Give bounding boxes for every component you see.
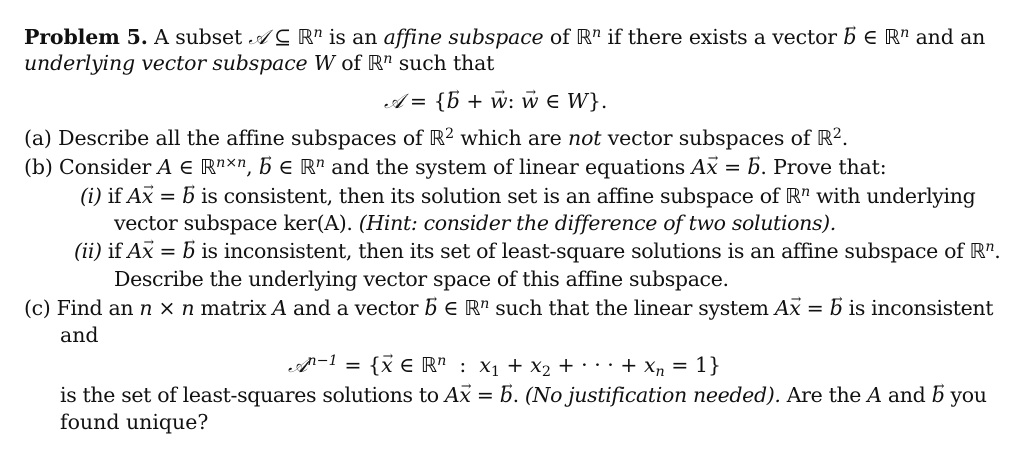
part-a-text-3: vector subspaces of [607, 126, 811, 150]
part-a-text-2: which are [460, 126, 562, 150]
part-b-i-line-2 [114, 210, 836, 236]
math-Rn-i: ℝ$^n$ [785, 183, 810, 208]
math-Ax-eq-b: Ax → = b →. [692, 155, 767, 179]
math-A-c: A [867, 383, 882, 407]
intro-text-6: of [341, 51, 361, 75]
part-b-i-line-1 [80, 183, 975, 209]
part-c-text-9: and [887, 383, 926, 407]
intro-text-1: A subset [154, 25, 243, 49]
math-b-in-Rn-c: b → ∈ ℝ$^n$ [424, 296, 489, 320]
part-c-text-3: and a vector [292, 296, 419, 320]
part-a-not: not [568, 126, 602, 150]
part-c-text-1: Find an [56, 296, 134, 320]
part-c-text-6: and [60, 323, 99, 347]
part-b-i-text-3: with underlying [816, 184, 976, 208]
part-b-ii-line-1 [74, 238, 1000, 264]
math-Ax-eq-b-c2: Ax → = b →. [445, 383, 519, 407]
part-c-text-11: found unique? [60, 410, 209, 434]
math-R2: ℝ$^2$ [428, 125, 454, 150]
part-c-label: (c) [24, 296, 51, 320]
part-b-text-3: Prove that: [773, 155, 887, 179]
math-b-in-Rn: b → ∈ ℝ$^n$ [843, 25, 909, 49]
math-Rn: ℝ$^n$ [575, 24, 602, 49]
problem-intro-line-2 [24, 50, 494, 76]
part-b-ii-text-3: Describe the underlying vector space of this affine subspace. [114, 267, 729, 291]
affine-subspace-term: affine subspace [383, 25, 544, 49]
part-b-label: (b) [24, 155, 53, 179]
least-squares-set-equation: 𝒜$^{n-1}$ = {x → ∈ ℝ$^n$ : $x_1 + x_2$ + · · · + $x_n = 1$} [288, 352, 721, 378]
part-b-ii-label: (ii) [74, 239, 102, 263]
part-a-text-1: Describe all the affine subspaces of [58, 126, 423, 150]
math-Rn-2: ℝ$^n$ [367, 50, 393, 75]
definition-equation: 𝒜 = {b → + w →: w → ∈ W}. [384, 88, 607, 114]
math-b-c: b → [932, 382, 945, 408]
part-a [24, 125, 848, 151]
math-Ax-eq-b-i: Ax → = b → [127, 184, 195, 208]
part-b-i-text-1: if [107, 184, 122, 208]
math-R2-end: ℝ$^2$. [816, 125, 849, 150]
part-b-ii-text-1: if [107, 239, 122, 263]
math-Ax-eq-b-c: Ax → = b → [775, 296, 843, 320]
part-c-text-10: you [950, 383, 987, 407]
problem-label: Problem 5. [24, 25, 148, 49]
intro-text-2: is an [328, 25, 378, 49]
math-W: W [313, 51, 335, 75]
part-b-ii-text-2: is inconsistent, then its set of least-square solutions is an affine subspace of [201, 239, 964, 263]
part-c-line-4 [60, 409, 208, 435]
part-c-text-5: is inconsistent [848, 296, 994, 320]
math-A-in-Rnxn: A ∈ ℝ$^{n\times n}$, b → ∈ ℝ$^n$ [158, 155, 325, 179]
part-b-text-2: and the system of linear equations [331, 155, 686, 179]
part-c-line-1 [24, 295, 993, 321]
underlying-subspace-term: underlying vector subspace [24, 51, 308, 75]
part-b-i-text-4: vector subspace ker(A). [114, 211, 353, 235]
part-b-ii-line-2 [114, 266, 729, 292]
intro-text-7: such that [398, 51, 495, 75]
math-nxn: n × n [139, 296, 195, 320]
part-b-text-1: Consider [59, 155, 152, 179]
part-c-no-justification: (No justification needed). [524, 383, 781, 407]
problem-intro-line-1 [24, 24, 985, 50]
part-b-i-text-2: is consistent, then its solution set is an affine subspace of [201, 184, 779, 208]
math-set-A: 𝒜 ⊆ ℝ$^n$ [248, 24, 323, 49]
math-Rn-ii: ℝ$^n$. [969, 238, 1001, 263]
part-c-text-8: Are the [786, 383, 862, 407]
part-c-text-7: is the set of least-squares solutions to [60, 383, 439, 407]
intro-text-5: and an [915, 25, 986, 49]
math-Ax-eq-b-ii: Ax → = b → [128, 239, 196, 263]
part-a-label: (a) [24, 126, 52, 150]
part-c-line-3 [60, 382, 987, 408]
part-b-i-hint: (Hint: consider the difference of two solutions). [358, 211, 836, 235]
part-b-i-label: (i) [80, 184, 102, 208]
intro-text-4: if there exists a vector [607, 25, 837, 49]
part-c-text-2: matrix [200, 296, 267, 320]
part-c-text-4: such that the linear system [495, 296, 769, 320]
math-A: A [272, 296, 287, 320]
intro-text-3: of [549, 25, 570, 49]
part-c-line-2 [60, 322, 99, 348]
